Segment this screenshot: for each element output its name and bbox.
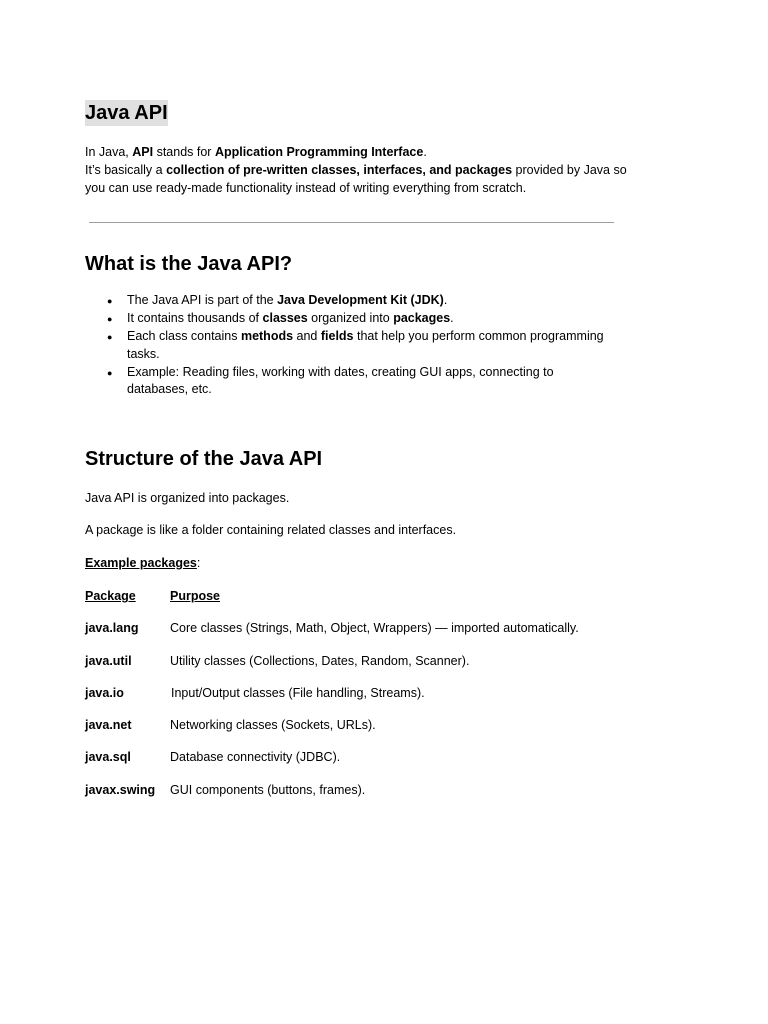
bullet-dot-icon: ● [107, 332, 113, 342]
table-header-purpose: Purpose [170, 589, 221, 603]
package-purpose-cell: Utility classes (Collections, Dates, Random, Scanner). [170, 653, 470, 668]
list-item [85, 364, 605, 399]
intro-line-1 [85, 143, 645, 161]
page-title: Java API [85, 102, 168, 124]
bullet-bold-text: classes [262, 311, 308, 325]
bullet-bold-text: Java Development Kit (JDK) [277, 293, 444, 307]
intro-text: In Java, [85, 145, 133, 159]
list-item [85, 292, 605, 310]
table-header-package: Package [85, 589, 136, 603]
intro-bold-collection: collection of pre-written classes, interfaces, and packages [166, 163, 513, 177]
package-purpose-cell: GUI components (buttons, frames). [170, 782, 366, 797]
package-purpose-cell: Input/Output classes (File handling, Streams). [171, 685, 425, 700]
table-row [85, 748, 645, 780]
bullet-bold-text: fields [320, 329, 354, 343]
package-name-cell: java.sql [85, 750, 131, 765]
package-purpose-cell: Core classes (Strings, Math, Object, Wrappers) — imported automatically. [170, 621, 579, 636]
intro-paragraph [85, 143, 645, 197]
intro-bold-api: API [132, 145, 154, 159]
example-packages-colon: : [196, 556, 201, 570]
intro-text: stands for [153, 145, 215, 159]
bullet-text: organized into [307, 311, 394, 325]
intro-text: . [423, 145, 427, 159]
example-packages-label [85, 554, 200, 572]
list-item [85, 328, 605, 363]
structure-paragraph-1: Java API is organized into packages. [85, 491, 290, 505]
structure-paragraph-2: A package is like a folder containing related classes and interfaces. [85, 523, 457, 537]
bullet-dot-icon: ● [107, 296, 113, 306]
bullet-bold-text: methods [240, 329, 294, 343]
bullet-text: The Java API is part of the [127, 293, 278, 307]
example-packages-text: Example packages [85, 556, 197, 570]
table-row [85, 684, 645, 716]
bullet-text: and [293, 329, 321, 343]
bullet-dot-icon: ● [107, 367, 113, 378]
intro-text: provided by Java so you can use ready-made functionality instead of writing everything from scratch. [85, 163, 627, 195]
section-heading-structure: Structure of the Java API [85, 448, 323, 470]
package-name-cell: java.lang [85, 621, 139, 636]
package-purpose-cell: Database connectivity (JDBC). [170, 750, 341, 765]
table-header-row [85, 587, 645, 619]
bullet-text: Each class contains [127, 329, 241, 343]
package-name-cell: java.net [85, 718, 132, 733]
bullet-list [85, 292, 605, 399]
bullet-text: . [450, 311, 454, 325]
bullet-text: that help you perform common programming tasks. [127, 329, 604, 361]
intro-text: It’s basically a [85, 163, 167, 177]
package-name-cell: java.io [85, 685, 124, 700]
intro-bold-expansion: Application Programming Interface [214, 145, 424, 159]
bullet-dot-icon: ● [107, 314, 113, 324]
horizontal-divider [89, 222, 614, 223]
table-row [85, 716, 645, 748]
package-name-cell: java.util [85, 653, 132, 668]
bullet-text: Example: Reading files, working with dates, creating GUI apps, connecting to databases, etc. [127, 364, 554, 396]
bullet-text: It contains thousands of [127, 311, 263, 325]
package-purpose-cell: Networking classes (Sockets, URLs). [170, 718, 376, 733]
table-row [85, 652, 645, 684]
list-item [85, 310, 605, 328]
intro-line-2 [85, 161, 645, 197]
table-row [85, 781, 645, 813]
bullet-text: . [443, 293, 448, 307]
package-name-cell: javax.swing [85, 782, 156, 797]
packages-table [85, 587, 645, 813]
table-row [85, 619, 645, 651]
bullet-bold-text: packages [393, 311, 451, 325]
section-heading-what-is: What is the Java API? [85, 253, 293, 275]
